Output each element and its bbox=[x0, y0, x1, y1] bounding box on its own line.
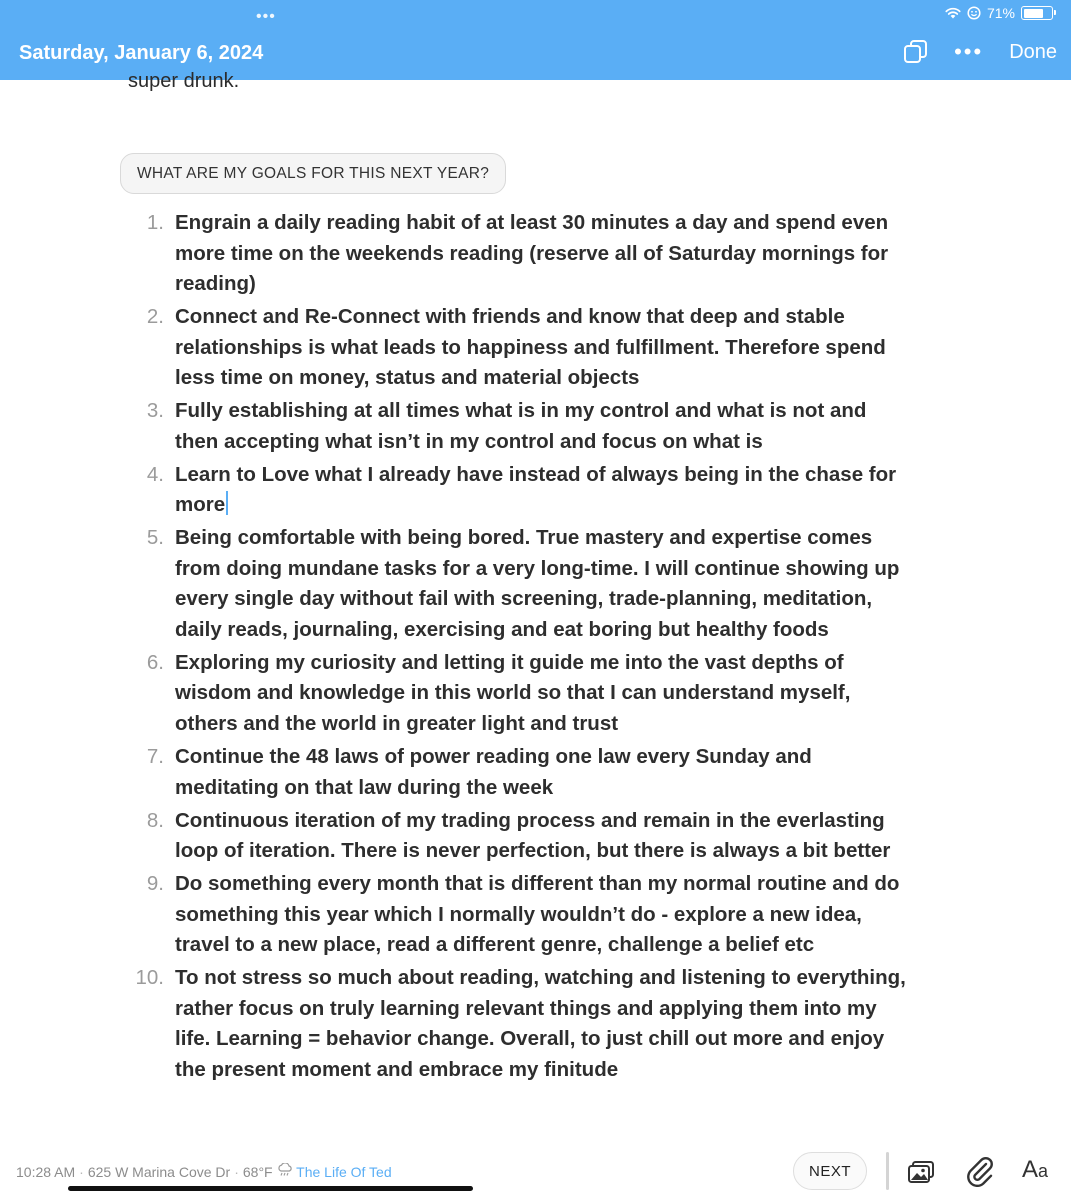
wifi-icon bbox=[945, 7, 961, 19]
goal-item[interactable] bbox=[124, 963, 914, 1085]
top-header-bar bbox=[0, 0, 1071, 80]
text-cursor bbox=[226, 491, 228, 515]
goal-item[interactable] bbox=[124, 396, 914, 457]
goal-text[interactable]: Continue the 48 laws of power reading one law every Sunday and meditating on that law during the week bbox=[175, 745, 812, 799]
entry-time[interactable]: 10:28 AM bbox=[16, 1164, 76, 1180]
journal-name-link[interactable]: The Life Of Ted bbox=[296, 1164, 392, 1180]
attachment-icon[interactable] bbox=[964, 1155, 994, 1187]
goal-number: 9. bbox=[146, 872, 164, 896]
goal-text[interactable]: Engrain a daily reading habit of at least 30 minutes a day and spend even more time on the weekends reading (reserve all of Saturday mornings for reading) bbox=[175, 211, 889, 295]
goal-text[interactable]: Continuous iteration of my trading process and remain in the everlasting loop of iteration. There is never perfection, but there is always a bit better bbox=[175, 808, 891, 863]
entry-metadata: 10:28 AM · 625 W Marina Cove Dr · 68°F The Life Of Ted bbox=[16, 1164, 392, 1180]
toolbar-divider bbox=[886, 1152, 889, 1190]
goal-text[interactable]: Connect and Re-Connect with friends and know that deep and stable relationships is what leads to happiness and fulfillment. Therefore spend less time on money, status and material objects bbox=[175, 305, 886, 390]
next-button[interactable]: NEXT bbox=[793, 1152, 867, 1190]
goal-item[interactable] bbox=[124, 523, 914, 645]
status-bar-right bbox=[945, 5, 1053, 21]
goal-number: 2. bbox=[146, 305, 164, 329]
goal-item[interactable] bbox=[124, 208, 914, 300]
bottom-toolbar bbox=[0, 1140, 1071, 1200]
goal-number: 1. bbox=[146, 211, 164, 234]
goal-text[interactable]: Exploring my curiosity and letting it guide me into the vast depths of wisdom and knowledge in this world so that I can understand myself, others and the world in greater light and trust bbox=[175, 650, 851, 735]
entry-location[interactable]: 625 W Marina Cove Dr bbox=[87, 1164, 231, 1180]
goal-number: 5. bbox=[146, 526, 164, 550]
goal-text[interactable]: Fully establishing at all times what is in my control and what is not and then accepting what isn’t in my control and focus on what is bbox=[175, 399, 867, 453]
goal-text[interactable]: Do something every month that is different than my normal routine and do something this year which I normally wouldn’t do - explore a new idea, travel to a new place, read a different genre, challenge a belief etc bbox=[175, 872, 900, 957]
goals-list[interactable] bbox=[124, 208, 914, 1088]
text-format-icon[interactable]: Aa bbox=[1022, 1156, 1049, 1183]
rain-cloud-icon bbox=[277, 1163, 293, 1177]
copy-icon[interactable] bbox=[904, 40, 928, 64]
goal-text[interactable]: Being comfortable with being bored. True mastery and expertise comes from doing mundane tasks for a very long-time. I will continue showing up every single day without fail with screening, trade-planning, meditation, daily reads, journaling, exercising and eat boring but healthy foods bbox=[175, 526, 900, 641]
battery-fill bbox=[1024, 9, 1043, 18]
done-button[interactable]: Done bbox=[1009, 40, 1057, 63]
focus-icon bbox=[967, 6, 981, 20]
goal-item[interactable] bbox=[124, 460, 914, 521]
prompt-heading[interactable]: WHAT ARE MY GOALS FOR THIS NEXT YEAR? bbox=[120, 153, 506, 194]
goal-number: 4. bbox=[146, 462, 164, 486]
photo-icon[interactable] bbox=[908, 1161, 934, 1183]
battery-percent: 71% bbox=[986, 5, 1015, 21]
multitasking-dots-icon[interactable]: ••• bbox=[256, 8, 276, 25]
goal-number: 10. bbox=[135, 966, 164, 990]
goal-item[interactable] bbox=[124, 302, 914, 394]
entry-temperature[interactable]: 68°F bbox=[242, 1164, 273, 1180]
goal-item[interactable] bbox=[124, 869, 914, 961]
goal-item[interactable] bbox=[124, 742, 914, 803]
header-actions bbox=[904, 40, 1057, 64]
goal-text[interactable]: Learn to Love what I already have instead of always being in the chase for more bbox=[175, 462, 897, 517]
goal-item[interactable] bbox=[124, 806, 914, 867]
goal-number: 8. bbox=[146, 808, 164, 832]
previous-text-fragment[interactable]: super drunk. bbox=[128, 70, 240, 92]
more-options-button[interactable]: ••• bbox=[954, 39, 984, 64]
goal-text[interactable]: To not stress so much about reading, watching and listening to everything, rather focus on truly learning relevant things and applying them into my life. Learning = behavior change. Overall, to just chill out more and enjoy the present moment and embrace my finitude bbox=[175, 966, 906, 1081]
entry-date-title[interactable]: Saturday, January 6, 2024 bbox=[19, 42, 264, 64]
goal-item[interactable] bbox=[124, 648, 914, 740]
goal-number: 3. bbox=[146, 399, 164, 423]
home-indicator[interactable] bbox=[68, 1186, 473, 1191]
battery-icon bbox=[1021, 6, 1053, 20]
goal-number: 6. bbox=[146, 650, 164, 674]
goal-number: 7. bbox=[146, 745, 164, 769]
